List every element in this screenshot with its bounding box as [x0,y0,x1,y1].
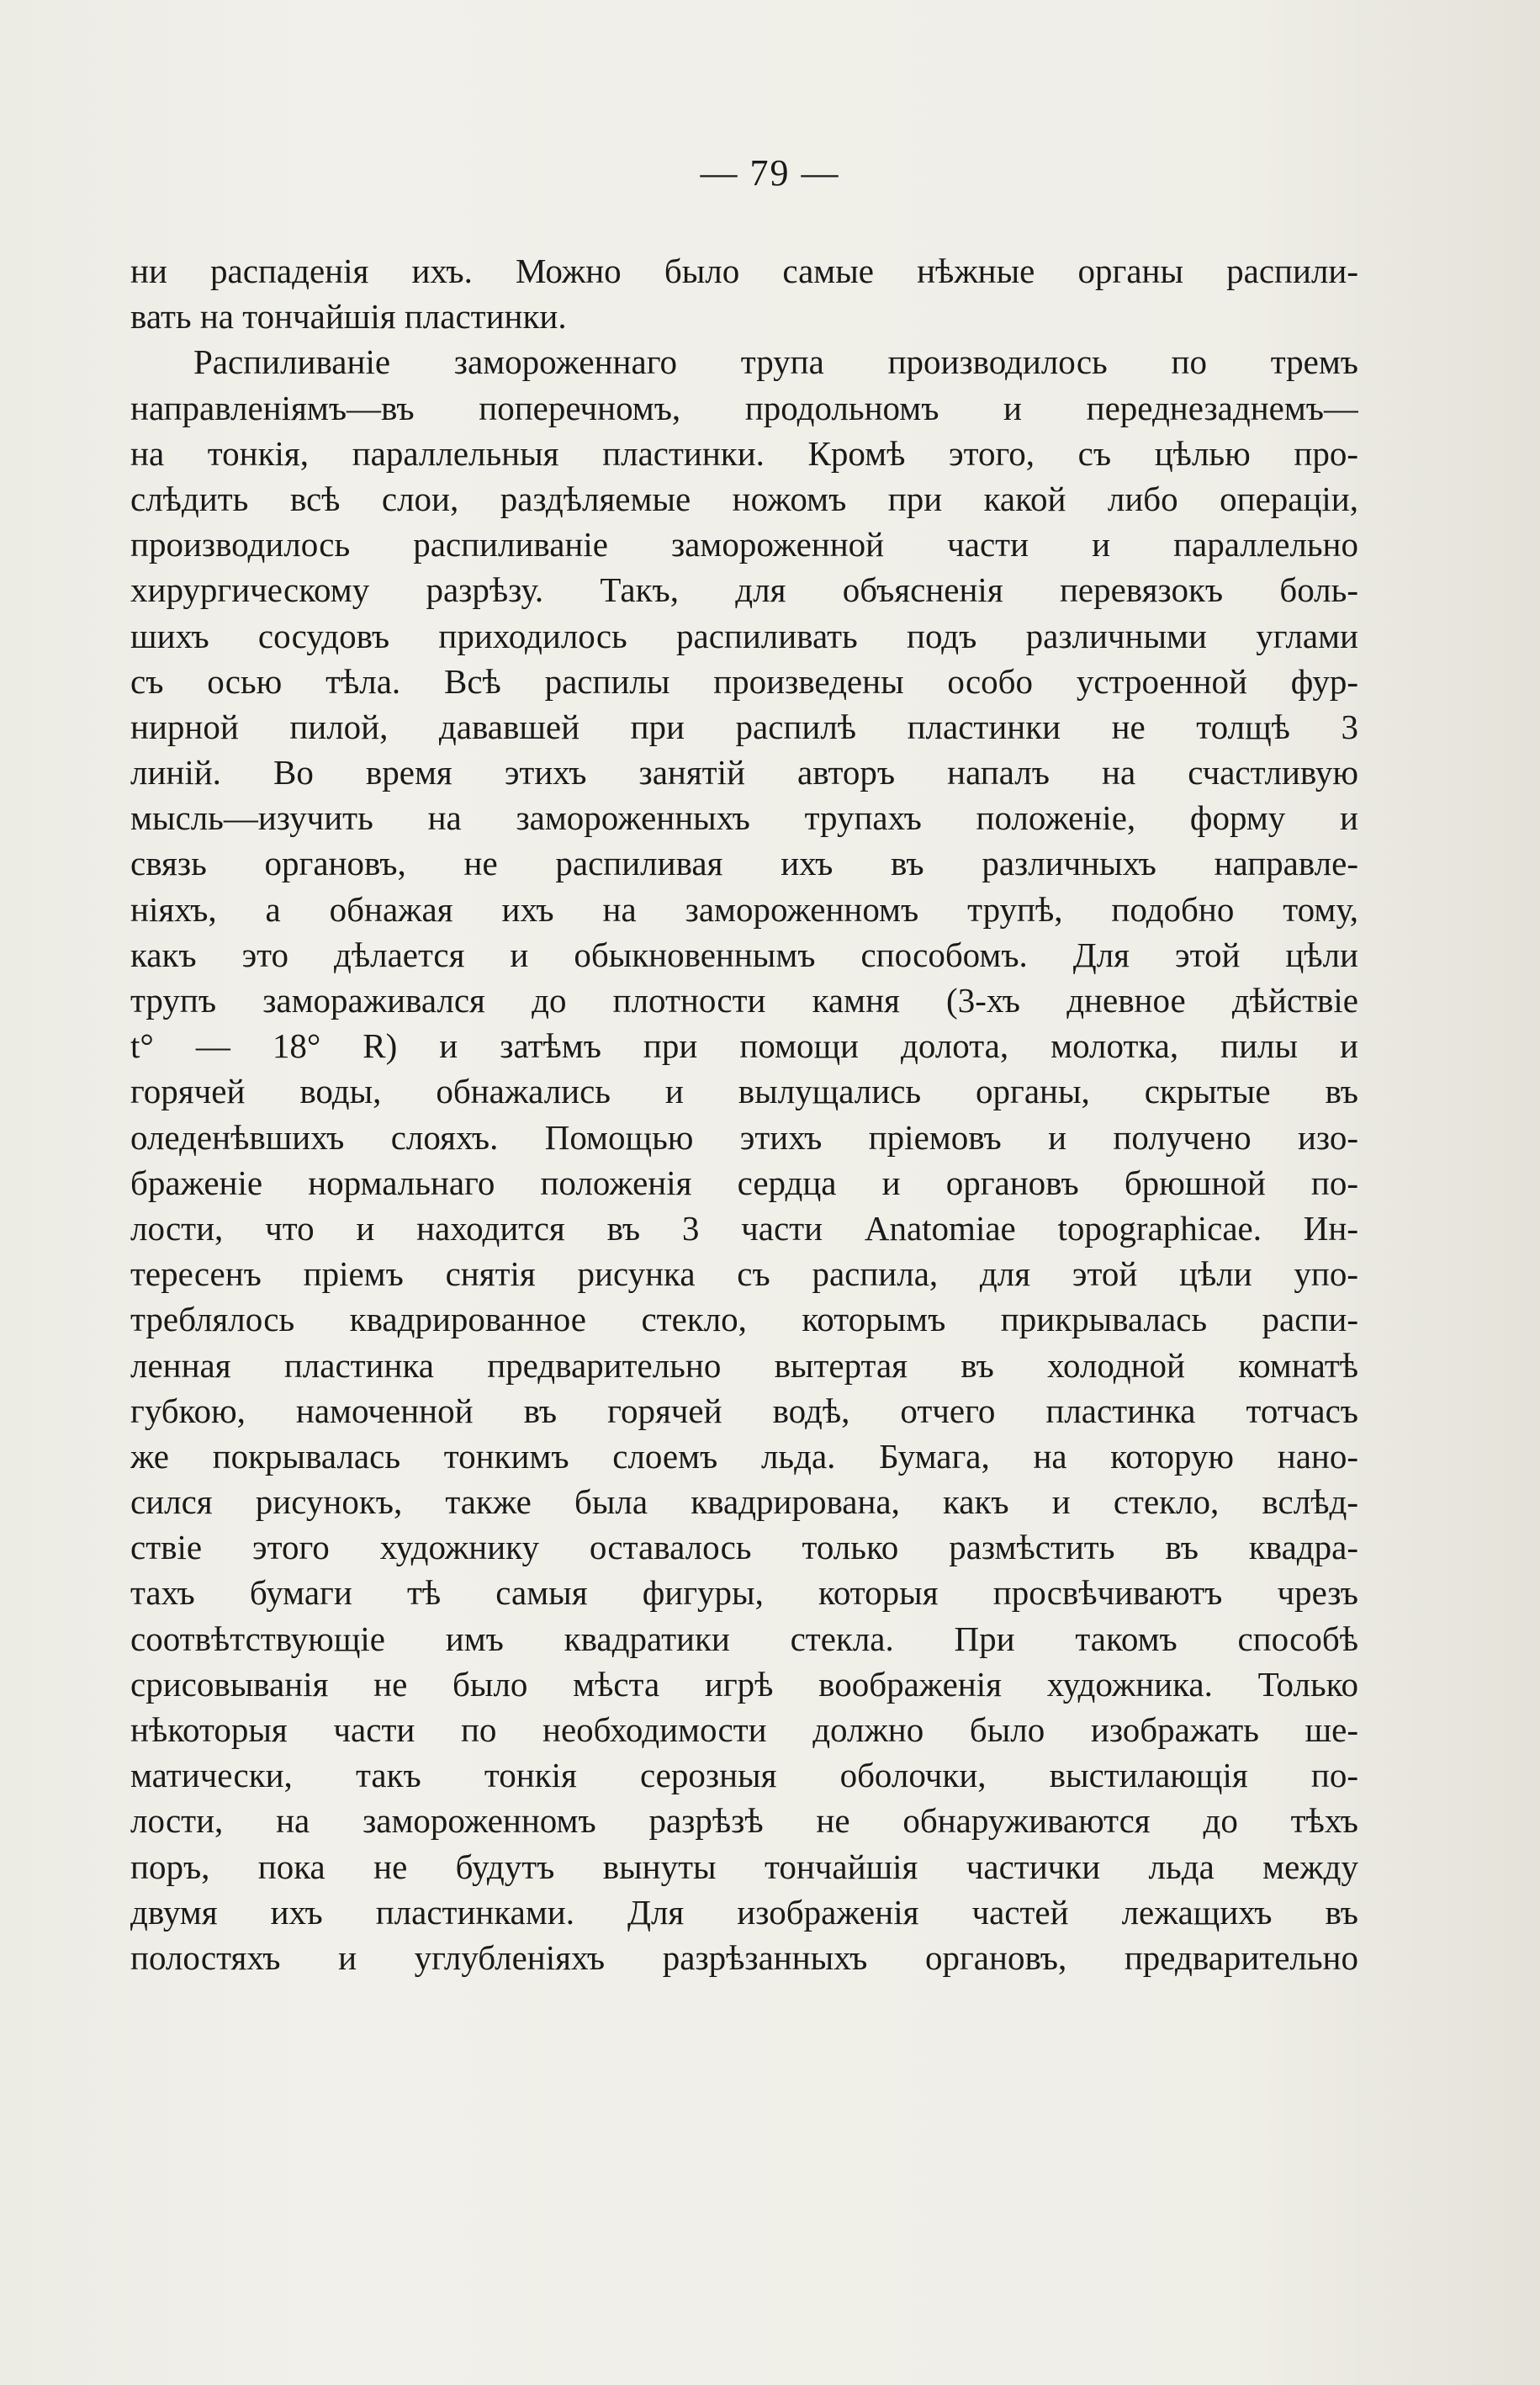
text-line: съ осью тѣла. Всѣ распилы произведены особо устроенной фур- [130,661,1358,701]
text-line: линій. Во время этихъ занятій авторъ напалъ на счастливую [130,753,1358,792]
text-line: же покрывалась тонкимъ слоемъ льда. Бумага, на которую нано- [130,1436,1358,1476]
text-line: производилось распиливаніе замороженной части и параллельно [130,525,1358,564]
text-line: шихъ сосудовъ приходилось распиливать подъ различными углами [130,616,1358,655]
text-line: ни распаденія ихъ. Можно было самые нѣжные органы распили- [130,252,1358,290]
text-line: мысль—изучить на замороженныхъ трупахъ положеніе, форму и [130,798,1358,838]
text-line: губкою, намоченной въ горячей водѣ, отчего пластинка тотчасъ [130,1391,1358,1430]
text-line: лости, на замороженномъ разрѣзѣ не обнаруживаются до тѣхъ [130,1801,1358,1841]
text-line: треблялось квадрированное стекло, которымъ прикрывалась распи- [130,1300,1358,1339]
text-line: лости, что и находится въ 3 части Anatomiae topographicae. Ин- [130,1208,1358,1248]
text-line: на тонкія, параллельныя пластинки. Кромѣ этого, съ цѣлью про- [130,433,1358,473]
text-line: нѣкоторыя части по необходимости должно было изображать ше- [130,1710,1358,1749]
text-line: сился рисунокъ, также была квадрирована, какъ и стекло, вслѣд- [130,1482,1358,1522]
text-line: оледенѣвшихъ слояхъ. Помощью этихъ пріемовъ и получено изо- [130,1117,1358,1157]
text-line: полостяхъ и углубленіяхъ разрѣзанныхъ органовъ, предварительно [130,1937,1358,1977]
text-line: какъ это дѣлается и обыкновеннымъ способомъ. Для этой цѣли [130,935,1358,974]
text-line: тахъ бумаги тѣ самыя фигуры, которыя просвѣчиваютъ чрезъ [130,1573,1358,1613]
text-line: вать на тончайшія пластинки. [130,297,567,337]
text-line: ствіе этого художнику оставалось только размѣстить въ квадра- [130,1528,1358,1567]
text-line: браженіе нормальнаго положенія сердца и органовъ брюшной по- [130,1163,1358,1202]
text-line: ленная пластинка предварительно вытертая въ холодной комнатѣ [130,1345,1358,1385]
text-line: поръ, пока не будутъ вынуты тончайшія частички льда между [130,1847,1358,1886]
text-line: хирургическому разрѣзу. Такъ, для объясненія перевязокъ боль- [130,570,1358,610]
text-line: слѣдить всѣ слои, раздѣляемые ножомъ при какой либо операціи, [130,479,1358,518]
text-line: горячей воды, обнажались и вылущались органы, скрытые въ [130,1072,1358,1111]
text-line: срисовыванія не было мѣста игрѣ воображенія художника. Только [130,1664,1358,1704]
text-line: нирной пилой, дававшей при распилѣ пластинки не толщѣ 3 [130,707,1358,746]
page-number: — 79 — [700,152,840,193]
text-line: направленіямъ—въ поперечномъ, продольномъ и переднезаднемъ— [130,388,1358,427]
text-line: матически, такъ тонкія серозныя оболочки, выстилающія по- [130,1756,1358,1795]
body-text [130,248,1358,1980]
text-line: связь органовъ, не распиливая ихъ въ различныхъ направле- [130,844,1358,883]
text-line: трупъ замораживался до плотности камня (3-хъ дневное дѣйствіе [130,981,1358,1020]
text-line: двумя ихъ пластинками. Для изображенія частей лежащихъ въ [130,1892,1358,1932]
text-line: соотвѣтствующіе имъ квадратики стекла. При такомъ способѣ [130,1619,1358,1658]
text-line: ніяхъ, а обнажая ихъ на замороженномъ трупѣ, подобно тому, [130,889,1358,929]
text-line: t° — 18° R) и затѣмъ при помощи долота, молотка, пилы и [130,1026,1358,1066]
text-line: тересенъ пріемъ снятія рисунка съ распила, для этой цѣли упо- [130,1254,1358,1294]
text-line: Распиливаніе замороженнаго трупа производилось по тремъ [193,342,1358,382]
